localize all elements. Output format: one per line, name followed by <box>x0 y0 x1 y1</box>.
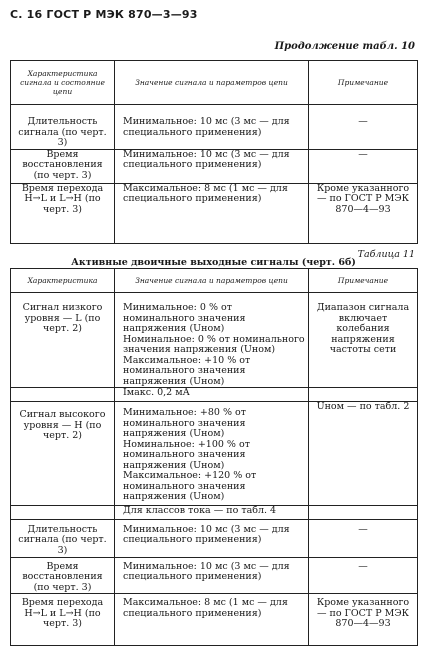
row-value: Минимальное: 10 мс (3 мс — для специального применения) <box>115 105 309 150</box>
row-characteristic: Время перехода H→L и L→H (по черт. 3) <box>11 594 115 646</box>
low-min-line: Минимальное: 0 % от номинального значения напряжения (Uном) <box>123 302 246 334</box>
row-note: — <box>309 557 418 594</box>
high-level-values <box>115 402 309 506</box>
high-nom-line: Номинальное: +100 % от номинального значения напряжения (Uном) <box>123 438 250 471</box>
row-characteristic: Время перехода H→L и L→H (по черт. 3) <box>11 183 115 243</box>
row-characteristic: Длительность сигнала (по черт. 3) <box>11 105 115 150</box>
table-row <box>11 557 418 594</box>
row-value: Минимальное: 10 мс (3 мс — для специального применения) <box>115 519 309 557</box>
spacer-cell <box>309 388 418 402</box>
table-row-low-current <box>11 388 418 402</box>
low-nom-line: Номинальное: 0 % от номинального значения напряжения (Uном) <box>123 333 305 355</box>
spacer-cell <box>11 505 115 519</box>
page-header: С. 16 ГОСТ Р МЭК 870—3—93 <box>10 8 198 21</box>
row-note: Кроме указанного — по ГОСТ Р МЭК 870—4—93 <box>309 183 418 243</box>
table-row <box>11 105 418 150</box>
high-min-line: Минимальное: +80 % от номинального значения напряжения (Uном) <box>123 407 246 439</box>
low-level-characteristic: Сигнал низкого уровня — L (по черт. 2) <box>11 293 115 388</box>
low-level-values <box>115 293 309 388</box>
low-current: Iмакс. 0,2 мА <box>115 388 309 402</box>
header-characteristic: Характеристика <box>11 269 115 293</box>
low-max-line: Максимальное: +10 % от номинального значения напряжения (Uном) <box>123 354 251 387</box>
row-value: Минимальное: 10 мс (3 мс — для специального применения) <box>115 149 309 183</box>
row-characteristic: Время восстановления (по черт. 3) <box>11 149 115 183</box>
header-value: Значение сигнала и параметров цепи <box>115 269 309 293</box>
table-row-high-current <box>11 505 418 519</box>
table-continuation-label: Продолжение табл. 10 <box>274 41 415 52</box>
table-10-header-row <box>11 61 418 105</box>
low-level-note: Диапазон сигнала включает колебания напряжения частоты сети <box>309 293 418 388</box>
row-characteristic: Время восстановления (по черт. 3) <box>11 557 115 594</box>
header-note: Примечание <box>309 269 418 293</box>
table-10 <box>10 60 418 244</box>
row-characteristic: Длительность сигнала (по черт. 3) <box>11 519 115 557</box>
row-note: — <box>309 105 418 150</box>
row-note: — <box>309 519 418 557</box>
high-level-note: Uном — по табл. 2 <box>309 402 418 506</box>
row-note: — <box>309 149 418 183</box>
table-11-label: Таблица 11 <box>357 249 415 260</box>
table-row-high-level <box>11 402 418 506</box>
table-row <box>11 183 418 243</box>
spacer-cell <box>309 505 418 519</box>
table-row <box>11 519 418 557</box>
high-current: Для классов тока — по табл. 4 <box>115 505 309 519</box>
high-max-line: Максимальное: +120 % от номинального значения напряжения (Uном) <box>123 470 257 502</box>
high-level-characteristic: Сигнал высокого уровня — H (по черт. 2) <box>11 402 115 506</box>
table-row <box>11 594 418 646</box>
row-value: Максимальное: 8 мс (1 мс — для специального применения) <box>115 183 309 243</box>
table-11-title: Активные двоичные выходные сигналы (черт. 6б) <box>71 257 356 268</box>
spacer-cell <box>11 388 115 402</box>
header-note: Примечание <box>309 61 418 105</box>
table-11-header-row <box>11 269 418 293</box>
header-value: Значение сигнала и параметров цепи <box>115 61 309 105</box>
row-value: Минимальное: 10 мс (3 мс — для специального применения) <box>115 557 309 594</box>
table-row-low-level <box>11 293 418 388</box>
table-row <box>11 149 418 183</box>
table-11 <box>10 268 418 646</box>
row-value: Максимальное: 8 мс (1 мс — для специального применения) <box>115 594 309 646</box>
header-characteristic: Характеристика сигнала и состояние цепи <box>11 61 115 105</box>
row-note: Кроме указанного — по ГОСТ Р МЭК 870—4—93 <box>309 594 418 646</box>
